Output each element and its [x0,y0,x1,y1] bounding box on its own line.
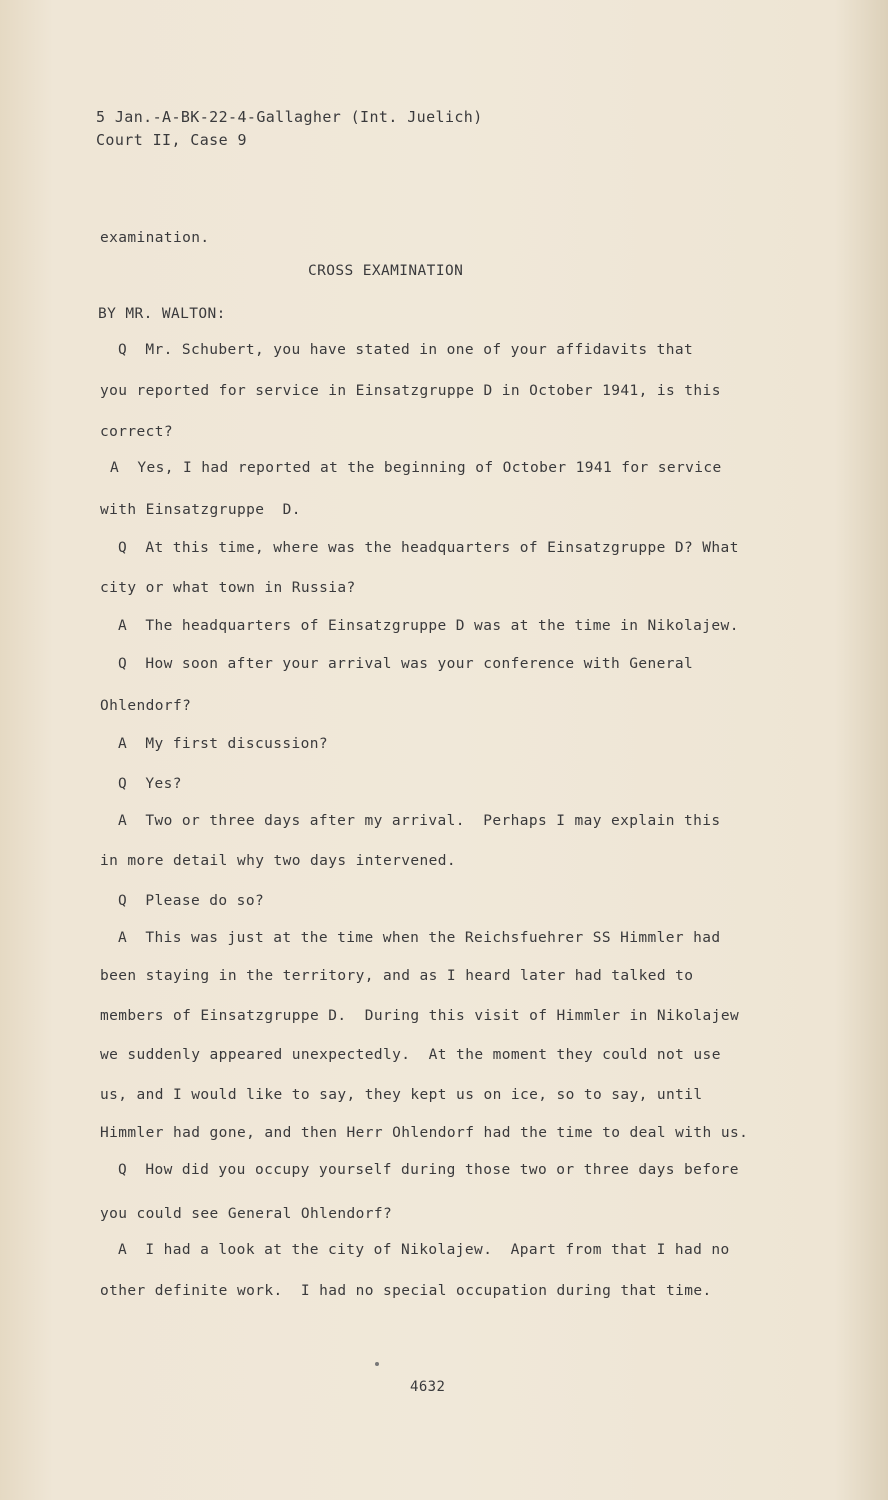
text-line: correct? [100,424,174,440]
examiner-line: BY MR. WALTON: [98,306,226,322]
question-line: Q How did you occupy yourself during those two or three days before [118,1162,739,1178]
header-case-reference: 5 Jan.-A-BK-22-4-Gallagher (Int. Juelich) [96,108,483,126]
question-line: Q How soon after your arrival was your conference with General [118,656,694,672]
text-line: city or what town in Russia? [100,580,356,596]
answer-line: A I had a look at the city of Nikolajew. Apart from that I had no [118,1242,730,1258]
question-line: Q Mr. Schubert, you have stated in one of your affidavits that [118,342,694,358]
text-line: Ohlendorf? [100,698,192,714]
section-heading: CROSS EXAMINATION [308,263,464,279]
text-line: Himmler had gone, and then Herr Ohlendorf had the time to deal with us. [100,1125,749,1141]
question-line: Q Yes? [118,776,182,792]
question-line: Q At this time, where was the headquarters of Einsatzgruppe D? What [118,540,739,556]
header-court: Court II, Case 9 [96,131,247,149]
paper-speck [375,1362,379,1366]
text-line: in more detail why two days intervened. [100,853,457,869]
text-line: other definite work. I had no special occupation during that time. [100,1283,712,1299]
answer-line: A My first discussion? [118,736,328,752]
text-line: we suddenly appeared unexpectedly. At the moment they could not use [100,1047,721,1063]
text-line: with Einsatzgruppe D. [100,502,301,518]
text-line: examination. [100,230,210,246]
text-line: been staying in the territory, and as I heard later had talked to [100,968,694,984]
text-line: you reported for service in Einsatzgruppe D in October 1941, is this [100,383,721,399]
question-line: Q Please do so? [118,893,265,909]
page-number: 4632 [410,1379,446,1395]
answer-line: A This was just at the time when the Reichsfuehrer SS Himmler had [118,930,721,946]
text-line: you could see General Ohlendorf? [100,1206,393,1222]
answer-line: A Two or three days after my arrival. Perhaps I may explain this [118,813,721,829]
text-line: members of Einsatzgruppe D. During this visit of Himmler in Nikolajew [100,1008,740,1024]
answer-line: A The headquarters of Einsatzgruppe D was at the time in Nikolajew. [118,618,739,634]
text-line: us, and I would like to say, they kept us on ice, so to say, until [100,1087,703,1103]
answer-line: A Yes, I had reported at the beginning of October 1941 for service [110,460,722,476]
